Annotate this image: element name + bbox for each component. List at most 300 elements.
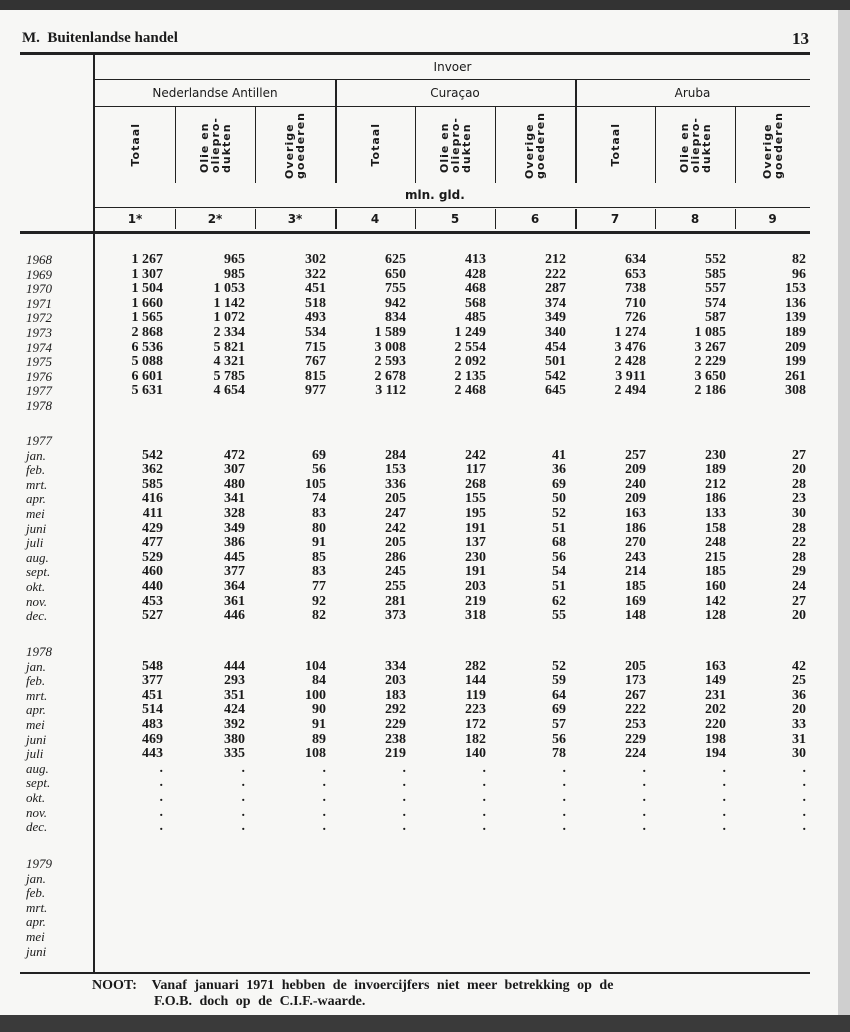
scan-border-top — [0, 0, 850, 10]
cell-col-3: 493 — [305, 310, 326, 326]
row-label: juni — [26, 520, 47, 536]
cell-col-8: 198 — [705, 731, 726, 747]
cell-col-7: 243 — [625, 549, 646, 565]
cell-col-2: . — [241, 775, 245, 791]
cell-col-4: 625 — [385, 252, 406, 267]
cell-col-2: 1 053 — [213, 281, 245, 297]
cell-col-6: 62 — [552, 593, 566, 609]
row-label: mei — [26, 717, 45, 732]
cell-col-9: 28 — [792, 476, 806, 492]
rule — [95, 207, 810, 208]
cell-col-3: 977 — [305, 383, 326, 399]
cell-col-4: 942 — [385, 295, 406, 311]
row-label: feb. — [26, 673, 46, 689]
cell-col-8: 3 267 — [694, 339, 726, 355]
cell-col-5: 318 — [465, 608, 486, 624]
column-header-3 — [255, 107, 335, 183]
cell-col-4: 2 678 — [374, 368, 406, 384]
annual-row — [0, 297, 838, 312]
group-nederlandse-antillen: Nederlandse Antillen — [152, 86, 278, 100]
year-heading — [0, 434, 838, 449]
cell-col-9: 22 — [792, 535, 806, 551]
cell-col-5: 413 — [465, 252, 486, 267]
row-label: 1970 — [26, 281, 52, 297]
year-label: 1978 — [26, 644, 52, 659]
cell-col-6: 374 — [545, 295, 566, 311]
cell-col-1: 477 — [142, 535, 163, 551]
row-label: 1973 — [26, 325, 52, 340]
cell-col-7: 222 — [625, 702, 646, 718]
unit-label: mln. gld. — [405, 188, 465, 202]
scan-border-bottom — [0, 1015, 850, 1032]
column-header-7 — [575, 107, 655, 183]
cell-col-9: 308 — [785, 383, 806, 399]
month-row — [0, 463, 838, 478]
cell-col-7: 163 — [625, 506, 646, 521]
cell-col-6: 57 — [552, 717, 566, 732]
column-header-9 — [735, 107, 810, 183]
column-divider — [655, 209, 656, 229]
cell-col-4: 3 112 — [375, 383, 406, 399]
cell-col-5: 144 — [465, 673, 486, 689]
cell-col-8: 212 — [705, 476, 726, 492]
cell-col-9: 261 — [785, 368, 806, 384]
month-row — [0, 886, 838, 901]
cell-col-9: 23 — [792, 491, 806, 507]
cell-col-3: 83 — [312, 506, 326, 521]
cell-col-1: 2 868 — [131, 325, 163, 340]
annual-row — [0, 282, 838, 297]
cell-col-8: 158 — [705, 520, 726, 536]
rule — [95, 79, 810, 80]
cell-col-8: 186 — [705, 491, 726, 507]
cell-col-1: 483 — [142, 717, 163, 732]
row-label: feb. — [26, 885, 46, 901]
row-label: okt. — [26, 579, 46, 594]
cell-col-2: 446 — [224, 608, 245, 624]
cell-col-6: 64 — [552, 687, 566, 703]
column-header-5 — [415, 107, 495, 183]
cell-col-5: 268 — [465, 476, 486, 492]
cell-col-5: 2 135 — [454, 368, 486, 384]
cell-col-6: 69 — [552, 702, 566, 718]
row-label: okt. — [26, 790, 46, 805]
cell-col-9: . — [802, 760, 806, 776]
group-divider — [335, 80, 337, 182]
month-row — [0, 492, 838, 507]
cell-col-8: 2 229 — [694, 354, 726, 370]
cell-col-1: 5 631 — [131, 383, 163, 399]
column-header-8 — [655, 107, 735, 183]
cell-col-7: 2 428 — [614, 354, 646, 370]
cell-col-4: 205 — [385, 491, 406, 507]
column-number: 4 — [370, 212, 380, 226]
cell-col-2: 307 — [224, 462, 245, 478]
cell-col-1: 460 — [142, 564, 163, 580]
cell-col-4: 286 — [385, 549, 406, 565]
cell-col-6: 69 — [552, 476, 566, 492]
cell-col-2: 392 — [224, 717, 245, 732]
month-row — [0, 551, 838, 566]
year-label: 1979 — [26, 856, 52, 871]
cell-col-1: 440 — [142, 579, 163, 594]
cell-col-6: 78 — [552, 746, 566, 762]
month-row — [0, 901, 838, 916]
cell-col-5: 485 — [465, 310, 486, 326]
cell-col-9: 36 — [792, 687, 806, 703]
footnote-line-2: F.O.B. doch op de C.I.F.-waarde. — [154, 994, 366, 1009]
cell-col-7: 3 476 — [614, 339, 646, 355]
cell-col-2: 985 — [224, 266, 245, 282]
cell-col-9: 189 — [785, 325, 806, 340]
cell-col-5: 140 — [465, 746, 486, 762]
cell-col-7: 726 — [625, 310, 646, 326]
cell-col-7: 173 — [625, 673, 646, 689]
column-number: 2* — [207, 212, 223, 226]
cell-col-5: 2 468 — [454, 383, 486, 399]
cell-col-1: 451 — [142, 687, 163, 703]
year-heading — [0, 857, 838, 872]
cell-col-2: 335 — [224, 746, 245, 762]
cell-col-9: 30 — [792, 746, 806, 762]
month-row — [0, 776, 838, 791]
cell-col-3: 100 — [305, 687, 326, 703]
month-row — [0, 930, 838, 945]
cell-col-6: 542 — [545, 368, 566, 384]
cell-col-9: 27 — [792, 447, 806, 463]
row-label: 1969 — [26, 266, 52, 282]
column-header-label: Totaal — [608, 123, 622, 167]
cell-col-8: 220 — [705, 717, 726, 732]
cell-col-8: 2 186 — [694, 383, 726, 399]
cell-col-8: 128 — [705, 608, 726, 624]
cell-col-9: 139 — [785, 310, 806, 326]
cell-col-8: . — [722, 790, 726, 805]
cell-col-2: . — [241, 760, 245, 776]
cell-col-9: . — [802, 819, 806, 835]
column-header-label: Olie en oliepro- dukten — [677, 117, 713, 173]
cell-col-4: 255 — [385, 579, 406, 594]
annual-row — [0, 326, 838, 341]
group-curacao: Curaçao — [430, 86, 480, 100]
row-label: feb. — [26, 462, 46, 478]
cell-col-3: 82 — [312, 608, 326, 624]
cell-col-2: 965 — [224, 252, 245, 267]
column-divider — [255, 209, 256, 229]
cell-col-1: 362 — [142, 462, 163, 478]
cell-col-8: 585 — [705, 266, 726, 282]
month-row — [0, 660, 838, 675]
cell-col-2: 351 — [224, 687, 245, 703]
cell-col-3: 104 — [305, 658, 326, 674]
column-number: 9 — [768, 212, 777, 226]
cell-col-7: 257 — [625, 447, 646, 463]
cell-col-7: 148 — [625, 608, 646, 624]
cell-col-6: . — [562, 819, 566, 835]
cell-col-3: 108 — [305, 746, 326, 762]
column-divider — [655, 107, 656, 183]
cell-col-2: 293 — [224, 673, 245, 689]
cell-col-8: 552 — [705, 252, 726, 267]
month-row — [0, 747, 838, 762]
row-label: 1976 — [26, 368, 52, 384]
cell-col-9: 42 — [792, 658, 806, 674]
cell-col-6: 56 — [552, 549, 566, 565]
cell-col-6: 50 — [552, 491, 566, 507]
cell-col-6: 55 — [552, 608, 566, 624]
cell-col-9: 209 — [785, 339, 806, 355]
cell-col-4: 3 008 — [374, 339, 406, 355]
cell-col-4: 183 — [385, 687, 406, 703]
cell-col-5: 203 — [465, 579, 486, 594]
cell-col-6: 222 — [545, 266, 566, 282]
cell-col-4: 284 — [385, 447, 406, 463]
cell-col-4: 242 — [385, 520, 406, 536]
column-header-6 — [495, 107, 575, 183]
month-row — [0, 915, 838, 930]
cell-col-4: 205 — [385, 535, 406, 551]
column-header-2 — [175, 107, 255, 183]
cell-col-2: 472 — [224, 447, 245, 463]
year-label: 1977 — [26, 433, 52, 448]
cell-col-1: . — [159, 760, 163, 776]
annual-row — [0, 253, 838, 268]
month-row — [0, 806, 838, 821]
cell-col-6: 41 — [552, 447, 566, 463]
cell-col-3: 105 — [305, 476, 326, 492]
cell-col-2: 1 072 — [213, 310, 245, 326]
cell-col-1: 377 — [142, 673, 163, 689]
annual-row — [0, 355, 838, 370]
invoer-heading: Invoer — [433, 60, 472, 74]
cell-col-7: 253 — [625, 717, 646, 732]
column-header-label: Overige goederen — [760, 111, 785, 179]
cell-col-5: 242 — [465, 447, 486, 463]
row-label: 1977 — [26, 383, 52, 399]
cell-col-7: 634 — [625, 252, 646, 267]
cell-col-8: 163 — [705, 658, 726, 674]
cell-col-1: 548 — [142, 658, 163, 674]
cell-col-1: 527 — [142, 608, 163, 624]
cell-col-5: 230 — [465, 549, 486, 565]
cell-col-9: 199 — [785, 354, 806, 370]
row-label: apr. — [26, 491, 46, 507]
cell-col-2: 1 142 — [213, 295, 245, 311]
cell-col-3: 767 — [305, 354, 326, 370]
cell-col-2: 328 — [224, 506, 245, 521]
cell-col-9: 20 — [792, 702, 806, 718]
month-row — [0, 703, 838, 718]
cell-col-7: 240 — [625, 476, 646, 492]
cell-col-4: 650 — [385, 266, 406, 282]
column-header-label: Overige goederen — [283, 111, 307, 179]
annual-row — [0, 370, 838, 385]
cell-col-4: . — [402, 790, 406, 805]
cell-col-5: 191 — [465, 520, 486, 536]
cell-col-9: . — [802, 775, 806, 791]
cell-col-4: 247 — [385, 506, 406, 521]
cell-col-9: 20 — [792, 462, 806, 478]
column-divider — [495, 209, 496, 229]
cell-col-2: 480 — [224, 476, 245, 492]
cell-col-3: 518 — [305, 295, 326, 311]
month-row — [0, 718, 838, 733]
month-row — [0, 689, 838, 704]
cell-col-6: 54 — [552, 564, 566, 580]
row-label: dec. — [26, 608, 48, 624]
cell-col-7: 214 — [625, 564, 646, 580]
cell-col-6: . — [562, 804, 566, 820]
cell-col-7: 224 — [625, 746, 646, 762]
cell-col-1: 1 307 — [131, 266, 163, 282]
annual-row — [0, 341, 838, 356]
month-row — [0, 565, 838, 580]
cell-col-2: . — [241, 790, 245, 805]
footnote-line-1: NOOT: Vanaf januari 1971 hebben de invoercijfers niet meer betrekking op de — [92, 978, 614, 993]
cell-col-1: 416 — [142, 491, 163, 507]
cell-col-6: 52 — [552, 658, 566, 674]
cell-col-3: 74 — [312, 491, 326, 507]
cell-col-8: 142 — [705, 593, 726, 609]
cell-col-8: . — [722, 775, 726, 791]
cell-col-1: . — [159, 819, 163, 835]
cell-col-1: 6 536 — [131, 339, 163, 355]
row-label: mrt. — [26, 687, 48, 703]
page-number: 13 — [792, 29, 809, 48]
cell-col-4: 336 — [385, 476, 406, 492]
row-label: aug. — [26, 760, 49, 776]
cell-col-4: 834 — [385, 310, 406, 326]
cell-col-9: 153 — [785, 281, 806, 297]
column-number: 8 — [690, 212, 700, 226]
column-divider — [175, 209, 176, 229]
cell-col-4: . — [402, 804, 406, 820]
cell-col-3: 89 — [312, 731, 326, 747]
cell-col-1: 6 601 — [131, 368, 163, 384]
cell-col-9: . — [802, 790, 806, 805]
cell-col-6: . — [562, 775, 566, 791]
month-row — [0, 449, 838, 464]
cell-col-2: . — [241, 819, 245, 835]
year-heading — [0, 645, 838, 660]
row-label: mrt. — [26, 476, 48, 492]
row-label: apr. — [26, 702, 46, 718]
column-divider — [415, 107, 416, 183]
cell-col-1: 443 — [142, 746, 163, 762]
cell-col-6: 52 — [552, 506, 566, 521]
column-divider — [735, 107, 736, 183]
cell-col-2: 424 — [224, 702, 245, 718]
row-label: mei — [26, 929, 45, 944]
column-divider — [255, 107, 256, 183]
cell-col-3: . — [322, 775, 326, 791]
column-header-label: Overige goederen — [523, 111, 547, 179]
cell-col-9: . — [802, 804, 806, 820]
cell-col-1: 1 267 — [131, 252, 163, 267]
cell-col-5: 2 092 — [454, 354, 486, 370]
row-label: sept. — [26, 564, 51, 580]
cell-col-5: . — [482, 790, 486, 805]
header-bottom-rule — [20, 231, 810, 234]
cell-col-8: . — [722, 819, 726, 835]
row-label: aug. — [26, 549, 49, 565]
cell-col-3: 92 — [312, 593, 326, 609]
cell-col-8: 248 — [705, 535, 726, 551]
cell-col-5: 1 249 — [454, 325, 486, 340]
cell-col-7: 710 — [625, 295, 646, 311]
cell-col-4: 203 — [385, 673, 406, 689]
cell-col-3: 77 — [312, 579, 326, 594]
row-label: juli — [26, 746, 44, 762]
month-row — [0, 478, 838, 493]
cell-col-6: 287 — [545, 281, 566, 297]
cell-col-8: 149 — [705, 673, 726, 689]
cell-col-8: 3 650 — [694, 368, 726, 384]
footnote — [92, 978, 613, 1010]
cell-col-1: . — [159, 790, 163, 805]
cell-col-8: 133 — [705, 506, 726, 521]
cell-col-1: 1 504 — [131, 281, 163, 297]
cell-col-2: 5 785 — [213, 368, 245, 384]
cell-col-5: 282 — [465, 658, 486, 674]
cell-col-7: 186 — [625, 520, 646, 536]
page-edge — [838, 10, 850, 1015]
row-label: jan. — [26, 870, 46, 886]
cell-col-9: 28 — [792, 520, 806, 536]
row-label: 1971 — [26, 295, 52, 311]
cell-col-6: 59 — [552, 673, 566, 689]
month-row — [0, 762, 838, 777]
annual-row — [0, 384, 838, 399]
cell-col-5: 137 — [465, 535, 486, 551]
cell-col-1: 529 — [142, 549, 163, 565]
column-divider — [575, 209, 577, 229]
cell-col-3: 90 — [312, 702, 326, 718]
column-divider — [735, 209, 736, 229]
cell-col-2: 2 334 — [213, 325, 245, 340]
cell-col-3: 715 — [305, 339, 326, 355]
cell-col-3: . — [322, 804, 326, 820]
cell-col-4: 229 — [385, 717, 406, 732]
cell-col-1: 5 088 — [131, 354, 163, 370]
row-label: 1975 — [26, 354, 52, 370]
cell-col-1: . — [159, 804, 163, 820]
column-number: 7 — [610, 212, 620, 226]
row-label: mei — [26, 506, 45, 521]
cell-col-6: 56 — [552, 731, 566, 747]
cell-col-8: 185 — [705, 564, 726, 580]
month-row — [0, 674, 838, 689]
cell-col-2: 364 — [224, 579, 245, 594]
column-header-1 — [95, 107, 175, 183]
cell-col-8: 215 — [705, 549, 726, 565]
cell-col-3: . — [322, 790, 326, 805]
cell-col-9: 136 — [785, 295, 806, 311]
row-label: juni — [26, 943, 47, 959]
cell-col-3: 451 — [305, 281, 326, 297]
cell-col-6: 36 — [552, 462, 566, 478]
section-title: M. Buitenlandse handel — [22, 30, 178, 46]
cell-col-2: 380 — [224, 731, 245, 747]
column-number: 5 — [450, 212, 460, 226]
cell-col-6: . — [562, 760, 566, 776]
month-row — [0, 872, 838, 887]
cell-col-4: 238 — [385, 731, 406, 747]
column-divider — [495, 107, 496, 183]
column-divider — [175, 107, 176, 183]
row-label: 1978 — [26, 398, 52, 413]
column-header-label: Totaal — [368, 123, 382, 167]
